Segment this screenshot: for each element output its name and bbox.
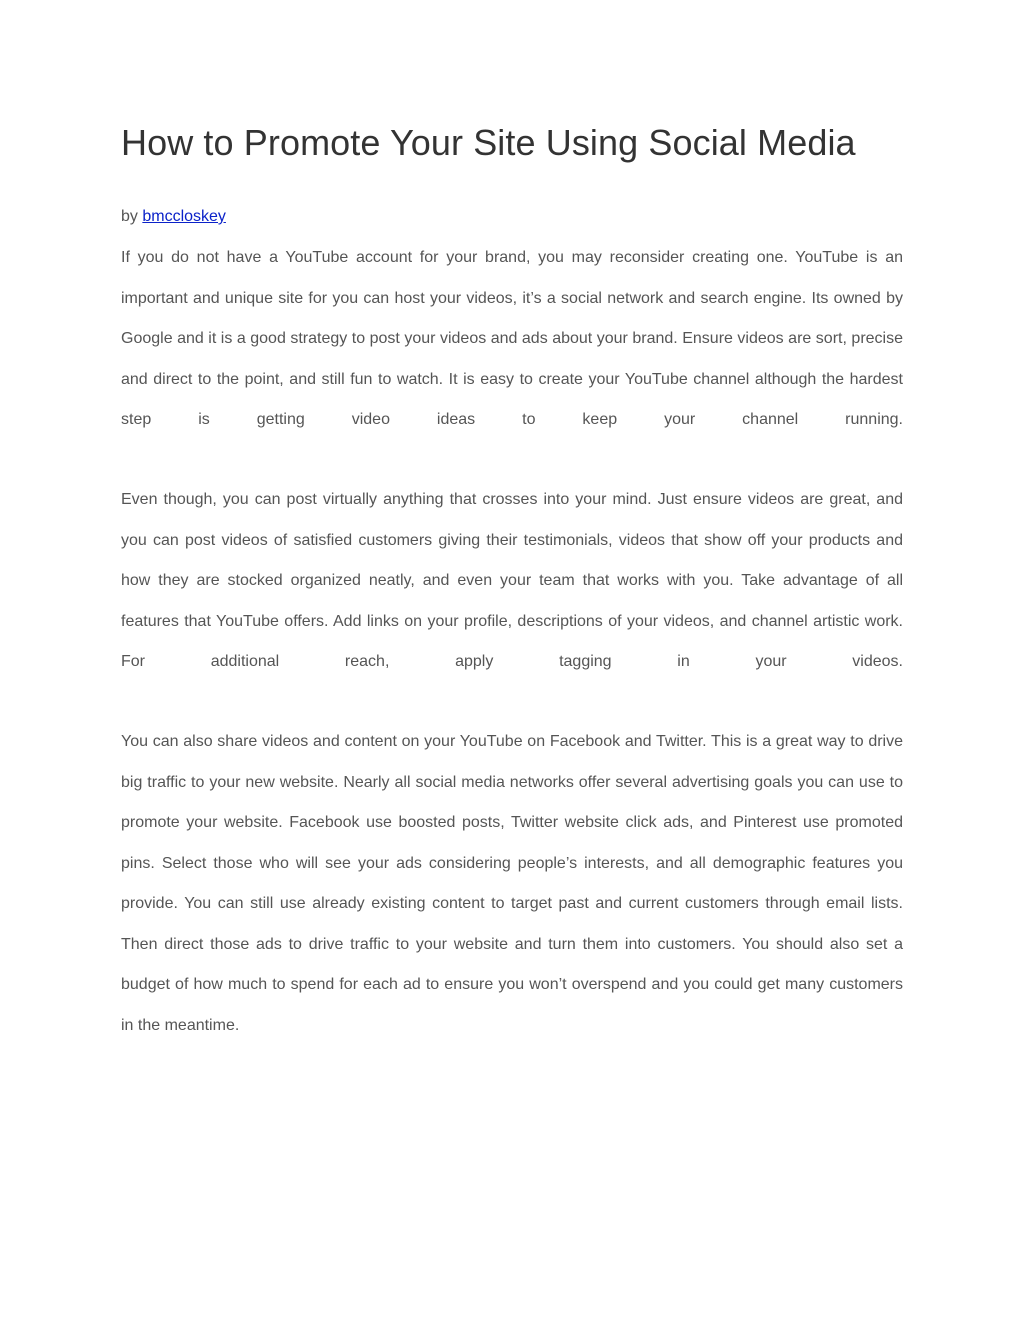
byline-prefix: by (121, 208, 143, 225)
author-link[interactable]: bmccloskey (142, 208, 226, 225)
article-title: How to Promote Your Site Using Social Media (121, 122, 856, 163)
byline (121, 206, 226, 228)
paragraph-2: Even though, you can post virtually anything that crosses into your mind. Just ensure videos are great, and you can post videos of satisfied customers giving their testimonials, videos that show off your products and how they are stocked organized neatly, and even your team that works with you. Take advantage of all features that YouTube offers. Add links on your profile, descriptions of your videos, and channel artistic work. For additional reach, apply tagging in your videos. (121, 491, 903, 670)
paragraph-3: You can also share videos and content on your YouTube on Facebook and Twitter. This is a great way to drive big traffic to your new website. Nearly all social media networks offer several advertising goals you can use to promote your website. Facebook use boosted posts, Twitter website click ads, and Pinterest use promoted pins. Select those who will see your ads considering people’s interests, and all demographic features you provide. You can still use already existing content to target past and current customers through email lists. Then direct those ads to drive traffic to your website and turn them into customers. You should also set a budget of how much to spend for each ad to ensure you won’t overspend and you could get many customers in the meantime. (121, 733, 903, 1034)
paragraph-1: If you do not have a YouTube account for your brand, you may reconsider creating one. YouTube is an important and unique site for you can host your videos, it’s a social network and search engine. Its owned by Google and it is a good strategy to post your videos and ads about your brand. Ensure videos are sort, precise and direct to the point, and still fun to watch. It is easy to create your YouTube channel although the hardest step is getting video ideas to keep your channel running. (121, 249, 903, 428)
